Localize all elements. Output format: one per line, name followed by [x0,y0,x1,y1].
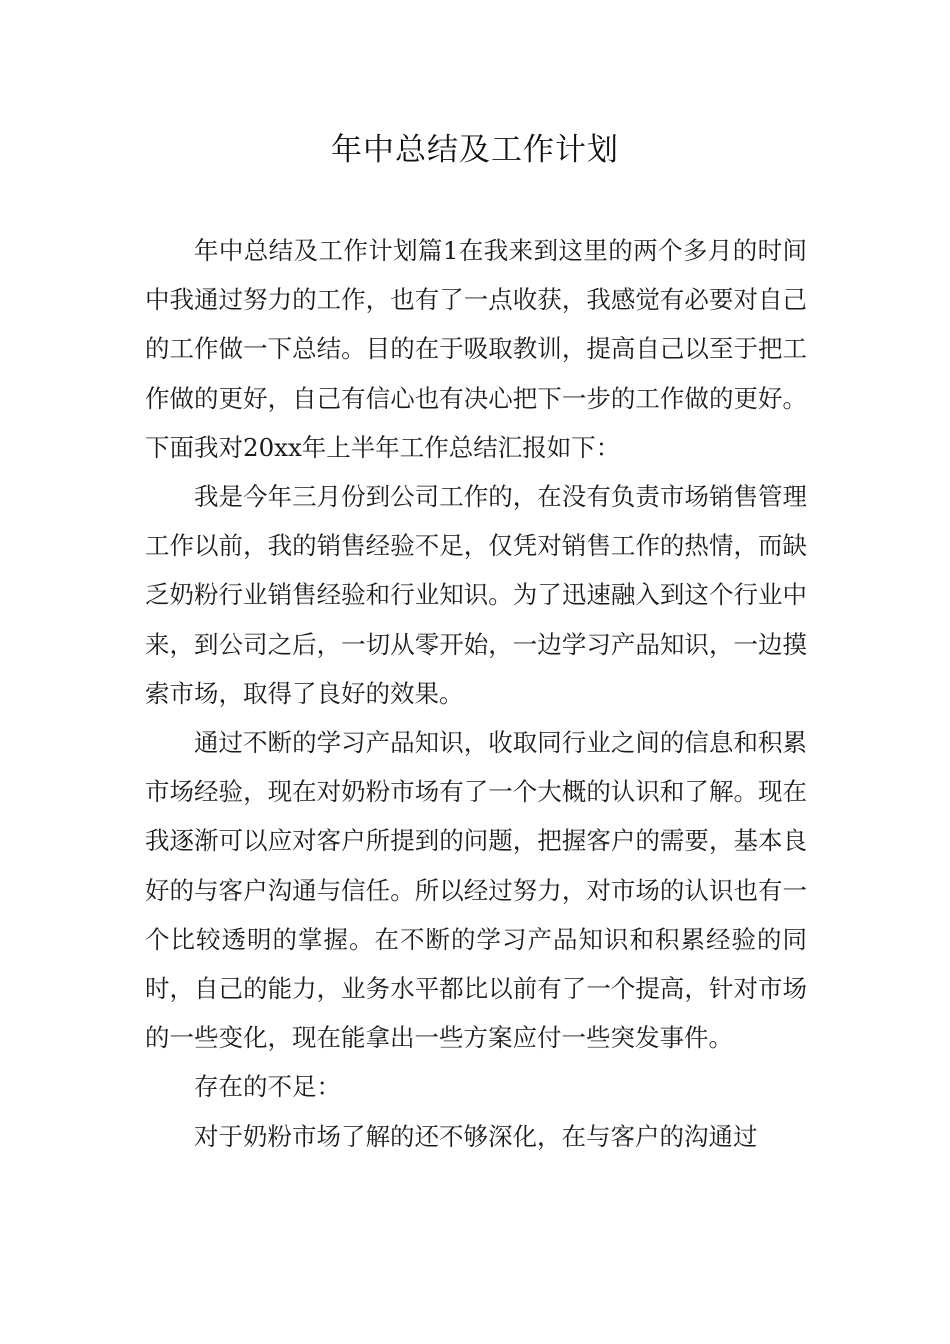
document-body [145,226,807,1161]
paragraph-2: 我是今年三月份到公司工作的，在没有负责市场销售管理工作以前，我的销售经验不足，仅凭对销售工作的热情，而缺乏奶粉行业销售经验和行业知识。为了迅速融入到这个行业中来，到公司之后，一切从零开始，一边学习产品知识，一边摸索市场，取得了良好的效果。 [145,482,807,708]
paragraph-4: 存在的不足： [194,1072,341,1102]
paragraph-5: 对于奶粉市场了解的还不够深化，在与客户的沟通过 [194,1121,758,1151]
paragraph-1: 年中总结及工作计划篇1在我来到这里的两个多月的时间中我通过努力的工作，也有了一点收获，我感觉有必要对自己的工作做一下总结。目的在于吸取教训，提高自己以至于把工作做的更好，自己有信心也有决心把下一步的工作做的更好。下面我对20xx年上半年工作总结汇报如下： [145,236,807,462]
document-title: 年中总结及工作计划 [331,132,619,168]
paragraph-3: 通过不断的学习产品知识，收取同行业之间的信息和积累市场经验，现在对奶粉市场有了一个大概的认识和了解。现在我逐渐可以应对客户所提到的问题，把握客户的需要，基本良好的与客户沟通与信任。所以经过努力，对市场的认识也有一个比较透明的掌握。在不断的学习产品知识和积累经验的同时，自己的能力，业务水平都比以前有了一个提高，针对市场的一些变化，现在能拿出一些方案应付一些突发事件。 [145,728,807,1053]
